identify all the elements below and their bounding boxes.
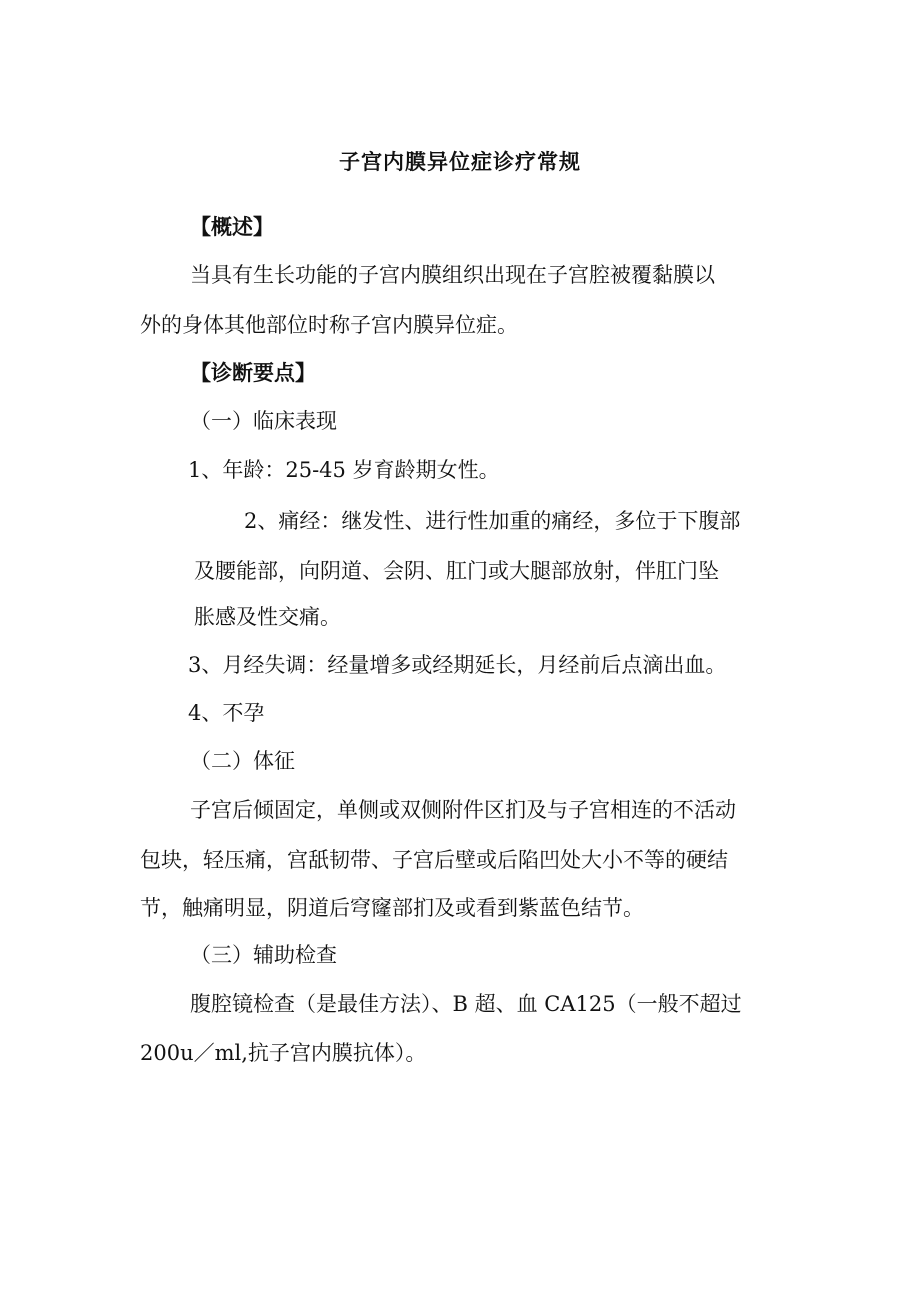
clinical-item-age: 1、年龄：25-45 岁育龄期女性。 xyxy=(188,458,500,482)
signs-line-1: 子宫后倾固定，单侧或双侧附件区扪及与子宫相连的不活动 xyxy=(190,798,736,822)
document-title: 子宫内膜异位症诊疗常规 xyxy=(339,149,581,174)
signs-line-3: 节，触痛明显，阴道后穹窿部扪及或看到紫蓝色结节。 xyxy=(140,896,644,920)
overview-line-2: 外的身体其他部位时称子宫内膜异位症。 xyxy=(140,313,518,337)
clinical-item-dysmenorrhea-line-1: 2、痛经：继发性、进行性加重的痛经，多位于下腹部 xyxy=(244,509,741,533)
clinical-item-dysmenorrhea-line-2: 及腰能部，向阴道、会阴、肛门或大腿部放射，伴肛门坠 xyxy=(194,559,719,583)
signs-line-2: 包块，轻压痛，宫舐韧带、子宫后壁或后陷凹处大小不等的硬结 xyxy=(140,848,728,872)
auxiliary-line-1: 腹腔镜检查（是最佳方法）、B 超、血 CA125（一般不超过 xyxy=(190,992,742,1016)
overview-line-1: 当具有生长功能的子宫内膜组织出现在子宫腔被覆黏膜以 xyxy=(190,263,715,287)
overview-heading: 【概述】 xyxy=(190,214,274,239)
auxiliary-line-2: 200u／ml,抗子宫内膜抗体）。 xyxy=(140,1041,427,1065)
clinical-item-infertility: 4、不孕 xyxy=(188,701,265,725)
signs-heading: （二）体征 xyxy=(190,749,295,773)
clinical-item-menstrual: 3、月经失调：经量增多或经期延长，月经前后点滴出血。 xyxy=(188,653,727,677)
clinical-item-dysmenorrhea-line-3: 胀感及性交痛。 xyxy=(194,605,341,629)
auxiliary-heading: （三）辅助检查 xyxy=(190,943,337,967)
diagnosis-heading: 【诊断要点】 xyxy=(190,360,316,385)
clinical-heading: （一）临床表现 xyxy=(190,409,337,433)
